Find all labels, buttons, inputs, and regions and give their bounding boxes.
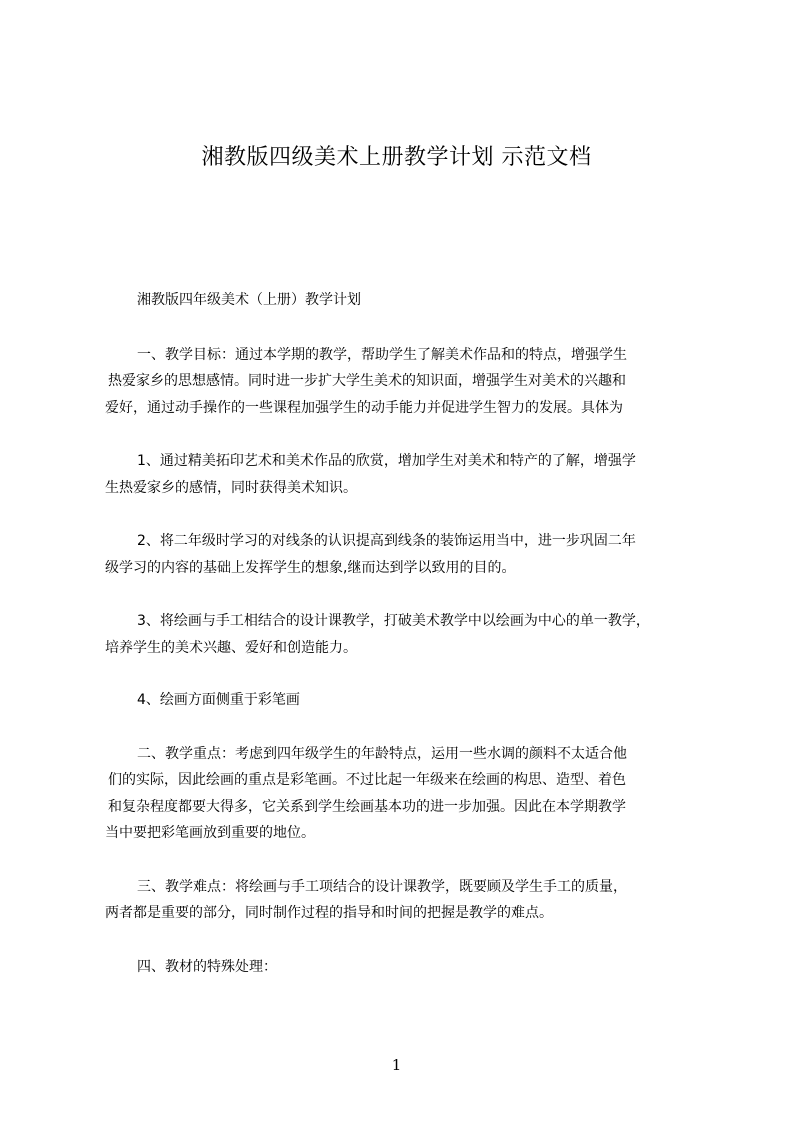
section2-line4: 当中要把彩笔画放到重要的地位。 — [105, 825, 315, 841]
item2-line1: 2、将二年级时学习的对线条的认识提高到线条的装饰运用当中，进一步巩固二年 — [137, 533, 636, 549]
item2-line2: 级学习的内容的基础上发挥学生的想象,继而达到学以致用的目的。 — [105, 560, 516, 576]
item1-line1: 1、通过精美拓印艺术和美术作品的欣赏，增加学生对美术和特产的了解，增强学 — [137, 453, 636, 469]
item4-line1: 4、绘画方面侧重于彩笔画 — [137, 692, 300, 708]
item1-line2: 生热爱家乡的感情，同时获得美术知识。 — [105, 480, 357, 496]
section1-line1: 一、教学目标：通过本学期的教学，帮助学生了解美术作品和的特点，增强学生 — [137, 347, 627, 363]
section2-line1: 二、教学重点：考虑到四年级学生的年龄特点，运用一些水调的颜料不太适合他 — [137, 746, 627, 762]
section1-line2: 热爱家乡的思想感情。同时进一步扩大学生美术的知识面，增强学生对美术的兴趣和 — [108, 373, 626, 389]
document-subtitle: 湘教版四年级美术（上册）教学计划 — [137, 292, 361, 308]
section4-line1: 四、教材的特殊处理： — [137, 959, 277, 975]
item3-line1: 3、将绘画与手工相结合的设计课教学，打破美术教学中以绘画为中心的单一教学， — [137, 613, 650, 629]
section3-line2: 两者都是重要的部分，同时制作过程的指导和时间的把握是教学的难点。 — [105, 905, 553, 921]
section2-line2: 们的实际，因此绘画的重点是彩笔画。不过比起一年级来在绘画的构思、造型、着色 — [108, 772, 626, 788]
section1-line3: 爱好，通过动手操作的一些课程加强学生的动手能力并促进学生智力的发展。具体为 — [105, 400, 623, 416]
item3-line2: 培养学生的美术兴趣、爱好和创造能力。 — [105, 640, 357, 656]
page-number: 1 — [391, 1056, 402, 1074]
section3-line1: 三、教学难点：将绘画与手工项结合的设计课教学，既要顾及学生手工的质量， — [137, 879, 627, 895]
document-title: 湘教版四级美术上册教学计划 示范文档 — [201, 145, 592, 170]
section2-line3: 和复杂程度都要大得多，它关系到学生绘画基本功的进一步加强。因此在本学期教学 — [108, 799, 626, 815]
